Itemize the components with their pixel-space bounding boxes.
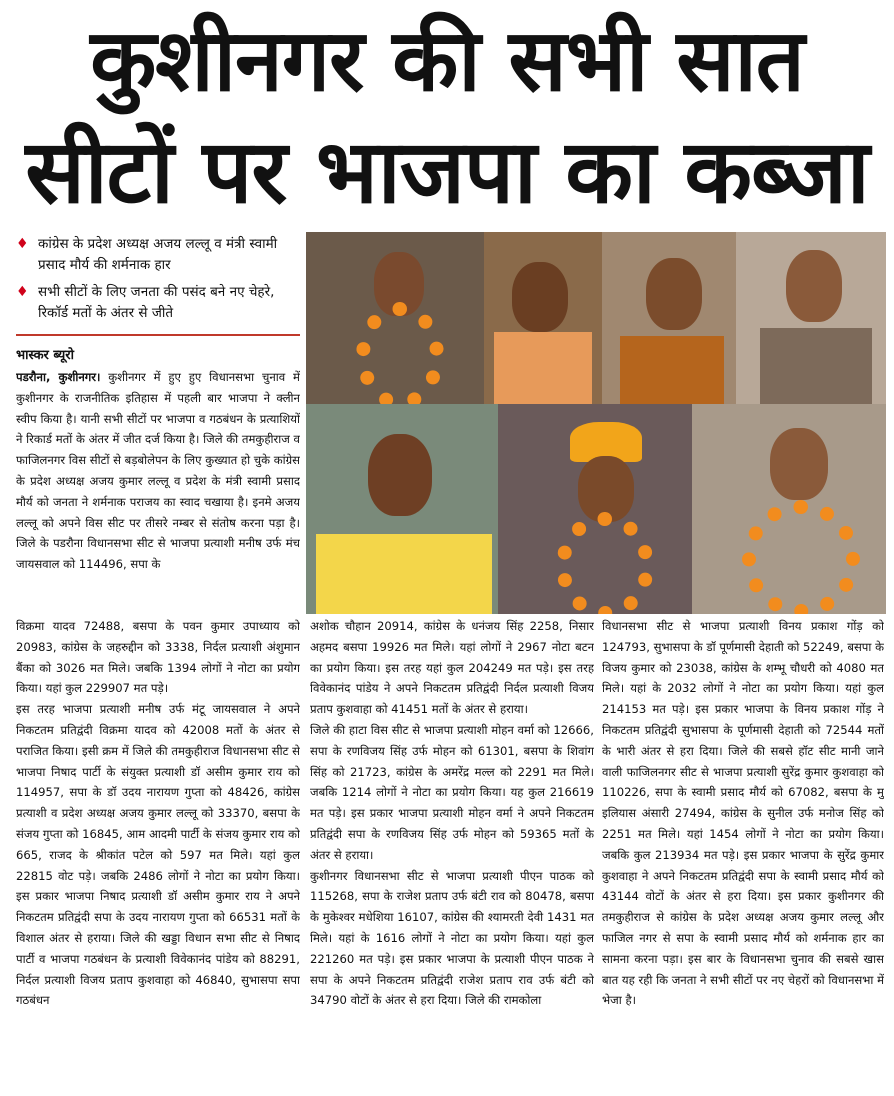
winner-photo (306, 404, 498, 614)
highlight-item (16, 234, 300, 276)
article-column-1 (16, 616, 300, 1092)
winner-photo (306, 232, 484, 404)
paragraph: विधानसभा सीट से भाजपा प्रत्याशी विनय प्रकाश गोंड़ को 124793, सुभासपा के डॉ पूर्णमासी देहाती को 52249, बसपा के विजय कुमार को 23038, कांग्रेस के शम्भू चौधरी को 4080 मत मिले। यहां के 2032 लोगों ने नोटा का प्रयोग किया। यहां कुल 214153 मत पड़े। इस प्रकार भाजपा के विनय प्रकाश गोंड़ ने निकटतम प्रतिद्वंदी सुभासपा के पूर्णमासी देहाती को 72544 मतों के भारी अंतर से हरा दिया। जिले की सबसे हॉट सीट मानी जाने वाली फाजिलनगर सीट से भाजपा प्रत्याशी सुरेंद्र कुमार कुशवाहा को 110226, सपा के स्वामी प्रसाद मौर्य को 67082, बसपा के मु इलियास अंसारी 27494, कांग्रेस के सुनील उर्फ मनोज सिंह को 2251 मत मिले। यहां 1454 लोगों ने नोटा का प्रयोग किया। जबकि कुल 213934 मत पड़े। इस प्रकार भाजपा के सुरेंद्र कुमार कुशवाहा ने अपने निकटतम प्रतिद्वंदी सपा के स्वामी प्रसाद मौर्य को 43144 वोटों के अंतर से हरा दिया। इस प्रकार कुशीनगर की तमकुहीराज से कांग्रेस के प्रदेश अध्यक्ष अजय कुमार लल्लू और फाजिल नगर से सपा के स्वामी प्रसाद मौर्य को शर्मनाक हार का सामना करना पड़ा। इस बार के विधानसभा चुनाव की सबसे खास बात यह रही कि जनता ने सभी सीटों पर नए चेहरों को विधानसभा में भेजा है। (602, 619, 884, 1008)
highlight-text: सभी सीटों के लिए जनता की पसंद बने नए चेहरे, रिकॉर्ड मतों के अंतर से जीते (38, 284, 275, 321)
winners-photo-collage (306, 232, 886, 614)
paragraph: जिले की हाटा विस सीट से भाजपा प्रत्याशी मोहन वर्मा को 12666, सपा के रणविजय सिंह उर्फ मोहन को 61301, बसपा के शिवांग सिंह को 21723, कांग्रेस के अमरेंद्र मल्ल को 2291 मत मिले। जबकि 1214 लोगों ने नोटा का प्रयोग किया। यह कुल 216619 मत पड़े। इस प्रकार भाजपा प्रत्याशी मोहन वर्मा ने अपने निकटतम प्रतिद्वंदी सपा के रणविजय सिंह उर्फ मोहन को 59365 मतों के अंतर से हराया। (310, 722, 594, 862)
article-column-2 (310, 616, 594, 1092)
article-lead (16, 367, 300, 613)
highlight-text: कांग्रेस के प्रदेश अध्यक्ष अजय लल्लू व मंत्री स्वामी प्रसाद मौर्य की शर्मनाक हार (38, 236, 278, 273)
winner-photo (484, 232, 602, 404)
winner-photo (736, 232, 886, 404)
dateline: पडरौना, कुशीनगर। (16, 370, 101, 384)
winner-photo (692, 404, 886, 614)
winner-photo (498, 404, 692, 614)
paragraph: विक्रमा यादव 72488, बसपा के पवन कुमार उपाध्याय को 20983, कांग्रेस के जहरुद्दीन को 3338, निर्दल प्रत्याशी अंशुमान बैंका को 3026 मत मिले। जबकि 1394 लोगों ने नोटा का प्रयोग किया। यहां कुल 229907 मत पड़े। (16, 619, 300, 696)
diamond-bullet-icon: ♦ (16, 236, 29, 252)
diamond-bullet-icon: ♦ (16, 284, 29, 300)
headline-line-2: सीटों पर भाजपा का कब्जा (25, 120, 869, 223)
highlights (16, 234, 300, 330)
highlight-item (16, 282, 300, 324)
headline-line-1: कुशीनगर की सभी सात (90, 11, 804, 111)
paragraph: अशोक चौहान 20914, कांग्रेस के धनंजय सिंह 2258, निसार अहमद बसपा 19926 मत मिले। यहां लोगों ने 2967 नोटा बटन का प्रयोग किया। इस तरह यहां कुल 204249 मत पड़े। इस तरह विवेकानंद पांडेय ने अपने निकटतम प्रतिद्वंदी निर्दल प्रत्याशी विजय प्रताप कुशवाहा को 41451 मतों के अंतर से हराया। (310, 619, 594, 717)
paragraph: इस तरह भाजपा प्रत्याशी मनीष उर्फ मंटू जायसवाल ने अपने निकटतम प्रतिद्वंदी विक्रमा यादव को 42008 मतों के अंतर से पराजित किया। इसी क्रम में जिले की तमकुहीराज विधानसभा सीट से भाजपा निषाद पार्टी के संयुक्त प्रत्याशी डॉ असीम कुमार राय को 114957, सपा के डॉ उदय नारायण गुप्ता को 48426, कांग्रेस प्रत्याशी व प्रदेश अध्यक्ष अजय कुमार लल्लू को 33370, बसपा के संजय गुप्ता को 16845, आम आदमी पार्टी के संजय कुमार राय को 665, राजद के श्रीकांत पटेल को 597 मत मिले। यहां कुल 22815 वोट पड़े। जबकि 2486 लोगों ने नोटा का प्रयोग किया। इस प्रकार भाजपा निषाद प्रत्याशी डॉ असीम कुमार राय ने अपने निकटतम प्रतिद्वंदी सपा के उदय नारायण गुप्ता को 66531 मतों के विशाल अंतर से हराया। जिले की खड्डा विधान सभा सीट से निषाद पार्टी व भाजपा गठबंधन के प्रत्याशी विवेकानंद पांडेय को 88291, निर्दल प्रत्याशी विजय प्रताप कुशवाहा को 46840, सुभासपा सपा गठबंधन (16, 702, 300, 1008)
lead-text: कुशीनगर में हुए हुए विधानसभा चुनाव में कुशीनगर के राजनीतिक इतिहास में पहली बार भाजपा ने क्लीन स्वीप किया है। यानी सभी सीटों पर भाजपा व गठबंधन के प्रत्याशियों ने रिकार्ड मतों के अंतर में जीत दर्ज किया है। जिले की तमकुहीराज व फाजिलनगर विस सीटों से बड़बोलेपन के लिए कुख्यात हो चुके कांग्रेस के प्रदेश अध्यक्ष अजय कुमार लल्लू व प्रदेश के मंत्री स्वामी प्रसाद मौर्य को जनता ने शर्मनाक पराजय का स्वाद चखाया है। इनमे अजय लल्लू को अपने विस सीट पर तीसरे नम्बर से संतोष करना पड़ा है। जिले के पडरौना विधानसभा सीट से भाजपा प्रत्याशी मनीष उर्फ मंच जायसवाल को 114496, सपा के (16, 370, 300, 572)
divider (16, 334, 300, 336)
paragraph: कुशीनगर विधानसभा सीट से भाजपा प्रत्याशी पीएन पाठक को 115268, सपा के राजेश प्रताप उर्फ बंटी राव को 80478, बसपा के मुकेश्वर मधेशिया 16107, कांग्रेस की श्यामरती देवी 1431 मत मिले। यहां के 1616 लोगों ने नोटा का प्रयोग किया। यहां कुल 221260 मत पड़े। इस प्रकार भाजपा के प्रत्याशी पीएन पाठक ने सपा के अपने निकटतम प्रतिद्वंदी राजेश प्रताप राव उर्फ बंटी को 34790 वोटों के अंतर से हरा दिया। जिले की रामकोला (310, 868, 594, 1008)
winner-photo (602, 232, 736, 404)
byline: भास्कर ब्यूरो (16, 348, 74, 363)
article-column-3 (602, 616, 884, 1092)
headline (0, 0, 894, 228)
